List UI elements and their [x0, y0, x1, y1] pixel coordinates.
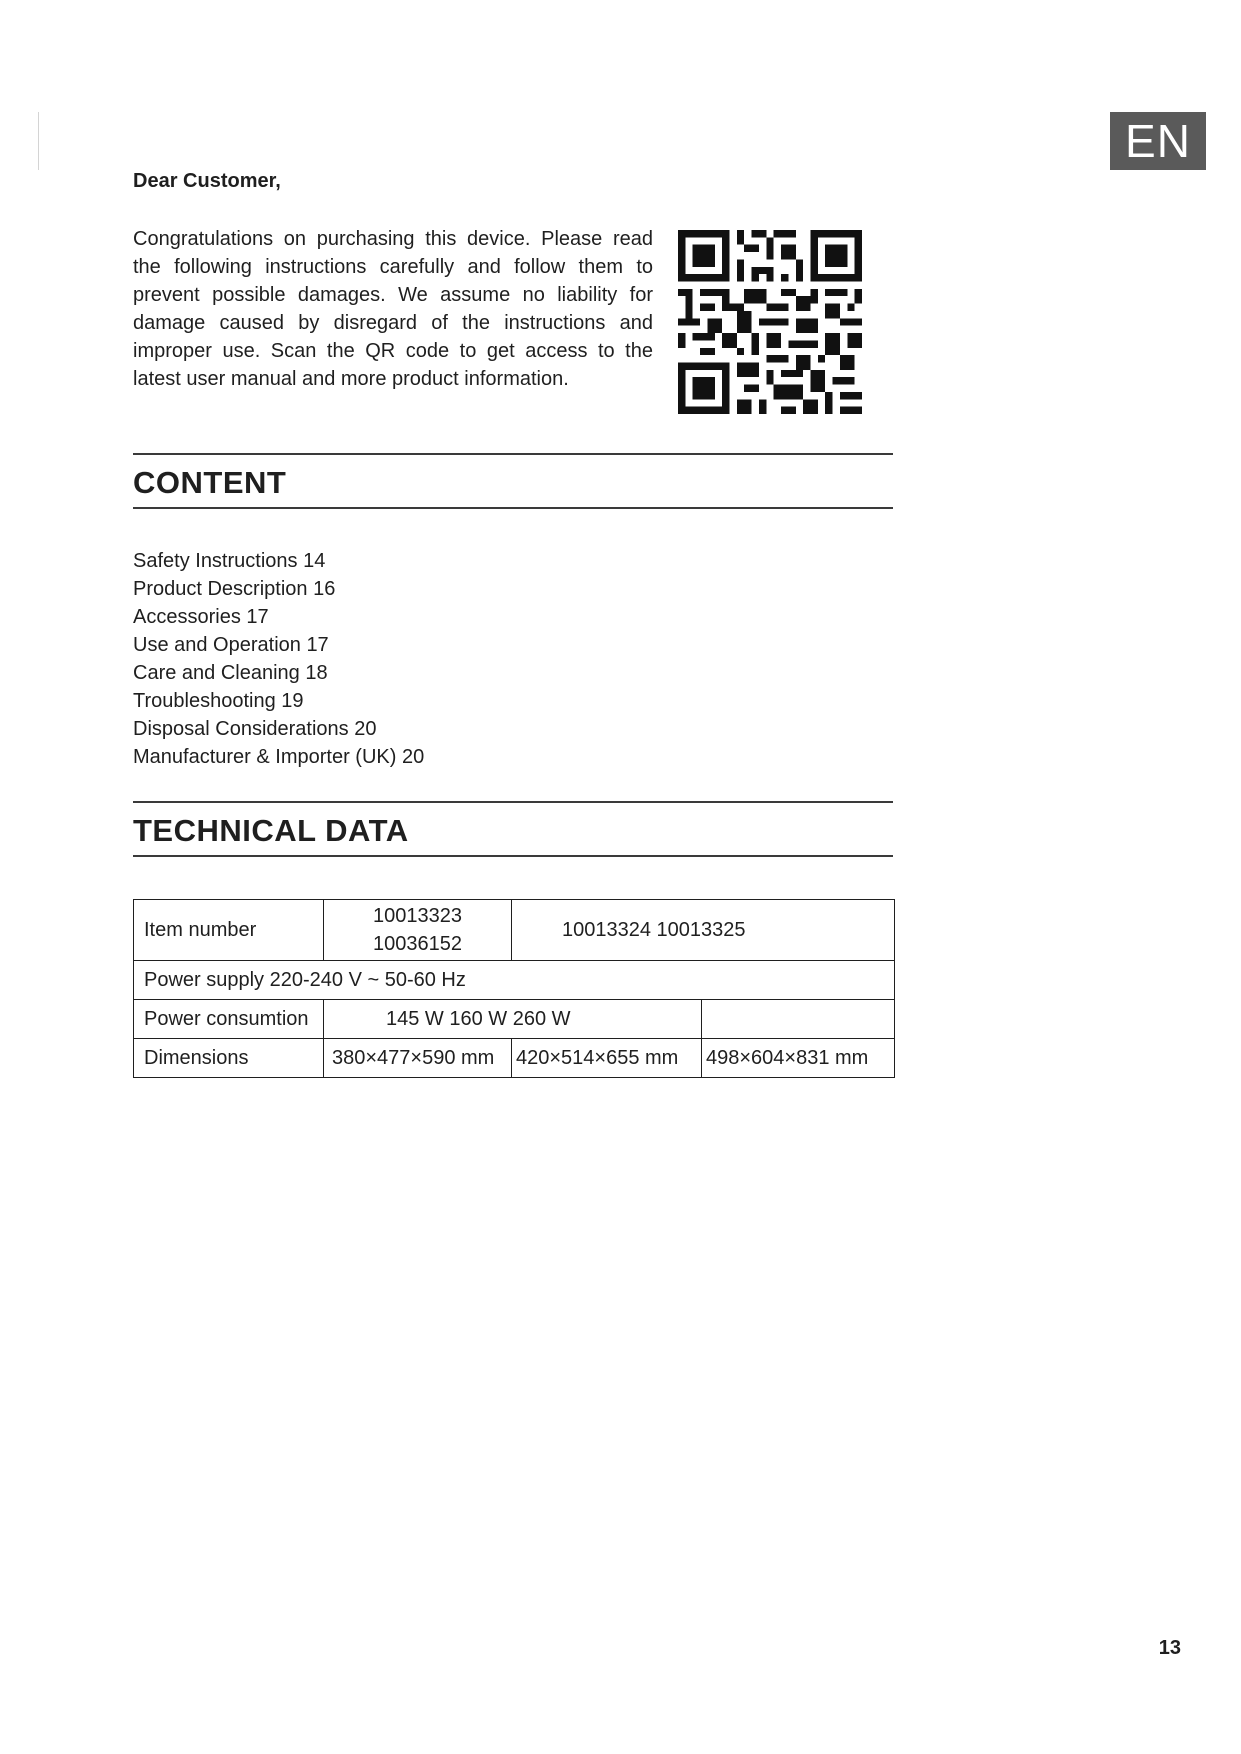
- power-consumption-values: 145 W 160 W 260 W: [324, 1000, 702, 1039]
- toc-item[interactable]: Safety Instructions 14: [133, 550, 326, 572]
- technical-top-rule: [133, 801, 893, 803]
- toc-item[interactable]: Accessories 17: [133, 606, 269, 628]
- technical-data-table: [133, 899, 895, 1078]
- table-row: [134, 961, 895, 1000]
- table-row: [134, 1039, 895, 1078]
- margin-line: [38, 112, 39, 170]
- item-number-label: Item number: [134, 900, 324, 961]
- dimensions-col2: 420×514×655 mm: [512, 1039, 702, 1078]
- toc-item[interactable]: Manufacturer & Importer (UK) 20: [133, 746, 425, 768]
- item-number-col1: [324, 900, 512, 961]
- intro-paragraph: Congratulations on purchasing this device. Please read the following instructions carefully and follow them to prevent possible damages. We assume no liability for damage caused by disregard of the instructions and improper use. Scan the QR code to get access to the latest user manual and more product information.: [133, 228, 653, 390]
- toc-item[interactable]: Use and Operation 17: [133, 634, 329, 656]
- qr-code: [678, 230, 862, 414]
- power-consumption-label: Power consumtion: [134, 1000, 324, 1039]
- toc-item[interactable]: Troubleshooting 19: [133, 690, 304, 712]
- table-of-contents: [133, 547, 424, 771]
- toc-item[interactable]: Disposal Considerations 20: [133, 718, 377, 740]
- power-supply-cell: Power supply 220-240 V ~ 50-60 Hz: [134, 961, 895, 1000]
- item-number-1: 10013323: [373, 905, 462, 927]
- dimensions-col1: 380×477×590 mm: [324, 1039, 512, 1078]
- content-bottom-rule: [133, 507, 893, 509]
- technical-title: TECHNICAL DATA: [133, 813, 409, 848]
- dimensions-label: Dimensions: [134, 1039, 324, 1078]
- toc-item[interactable]: Care and Cleaning 18: [133, 662, 328, 684]
- toc-item[interactable]: Product Description 16: [133, 578, 336, 600]
- content-title: CONTENT: [133, 465, 287, 500]
- table-row: [134, 1000, 895, 1039]
- item-number-2: 10036152: [373, 933, 462, 955]
- empty-cell: [702, 1000, 895, 1039]
- greeting: Dear Customer,: [133, 170, 281, 192]
- item-number-col2: 10013324 10013325: [512, 900, 895, 961]
- dimensions-col3: 498×604×831 mm: [702, 1039, 895, 1078]
- page-number: 13: [1158, 1637, 1181, 1659]
- language-tab: EN: [1110, 112, 1206, 170]
- content-top-rule: [133, 453, 893, 455]
- technical-bottom-rule: [133, 855, 893, 857]
- table-row: [134, 900, 895, 961]
